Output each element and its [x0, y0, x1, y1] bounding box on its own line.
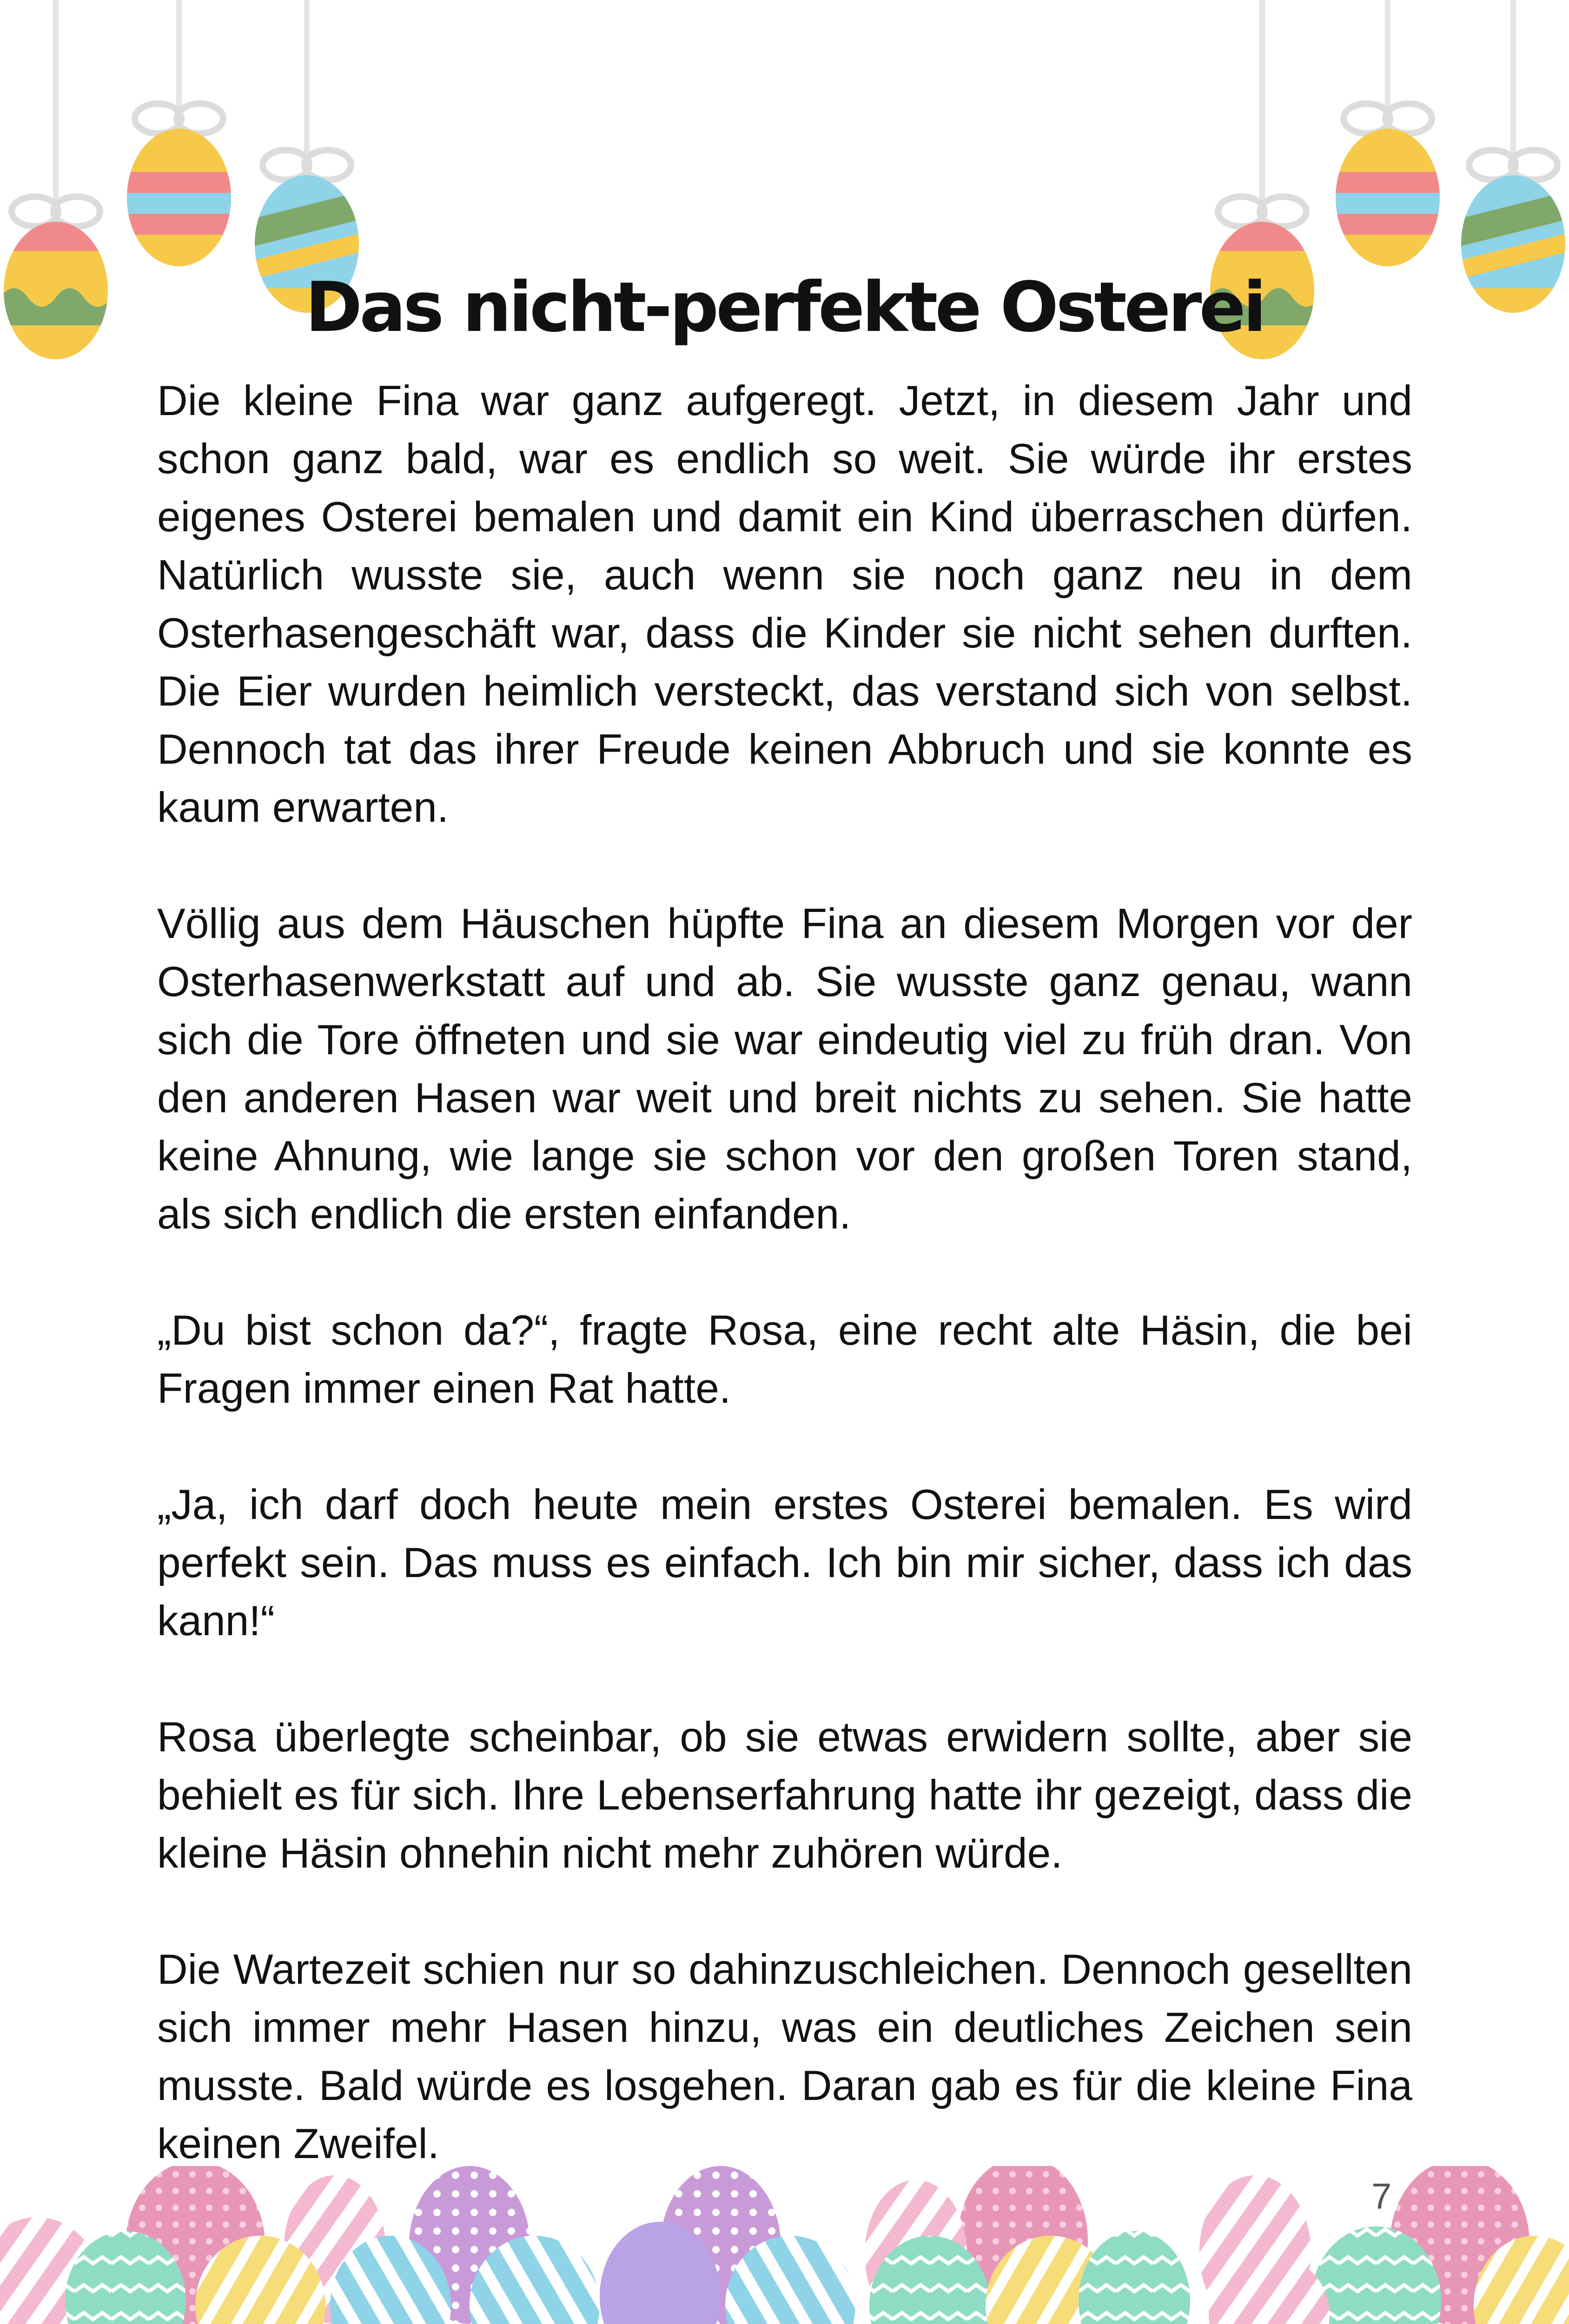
easter-egg-border	[0, 2166, 1569, 2324]
paragraph: „Ja, ich darf doch heute mein erstes Osterei bemalen. Es wird perfekt sein. Das muss es einfach. Ich bin mir sicher, dass ich das kann!“	[157, 1481, 1412, 1644]
page-number: 7	[1371, 2176, 1392, 2217]
page-title: Das nicht-perfekte Osterei	[305, 267, 1264, 347]
paragraph: Die Wartezeit schien nur so dahinzuschleichen. Dennoch gesellten sich immer mehr Hasen hinzu, was ein deutliches Zeichen sein musste. Bald würde es losgehen. Daran gab es für die kleine Fina keinen Zweifel.	[157, 1946, 1412, 2167]
paragraph: Völlig aus dem Häuschen hüpfte Fina an diesem Morgen vor der Osterhasenwerkstatt auf und ab. Sie wusste ganz genau, wann sich die Tore öffneten und sie war eindeutig viel zu früh dran. Von den anderen Hasen war weit und breit nichts zu sehen. Sie hatte keine Ahnung, wie lange sie schon vor den großen Toren stand, als sich endlich die ersten einfanden.	[157, 900, 1412, 1238]
paragraph: Rosa überlegte scheinbar, ob sie etwas erwidern sollte, aber sie behielt es für sich. Ihre Lebenserfahrung hatte ihr gezeigt, dass die kleine Häsin ohnehin nicht mehr zuhören würde.	[157, 1714, 1412, 1877]
paragraph: Die kleine Fina war ganz aufgeregt. Jetzt, in diesem Jahr und schon ganz bald, war es endlich so weit. Sie würde ihr erstes eigenes Osterei bemalen und damit ein Kind überraschen dürfen. Natürlich wusste sie, auch wenn sie noch ganz neu in dem Osterhasengeschäft war, dass die Kinder sie nicht sehen durften. Die Eier wurden heimlich versteckt, das verstand sich von selbst. Dennoch tat das ihrer Freude keinen Abbruch und sie konnte es kaum erwarten.	[157, 377, 1412, 831]
story-text	[157, 372, 1412, 2173]
paragraph: „Du bist schon da?“, fragte Rosa, eine recht alte Häsin, die bei Fragen immer einen Rat hatte.	[157, 1307, 1412, 1412]
egg-border-illustration	[0, 2166, 1569, 2324]
